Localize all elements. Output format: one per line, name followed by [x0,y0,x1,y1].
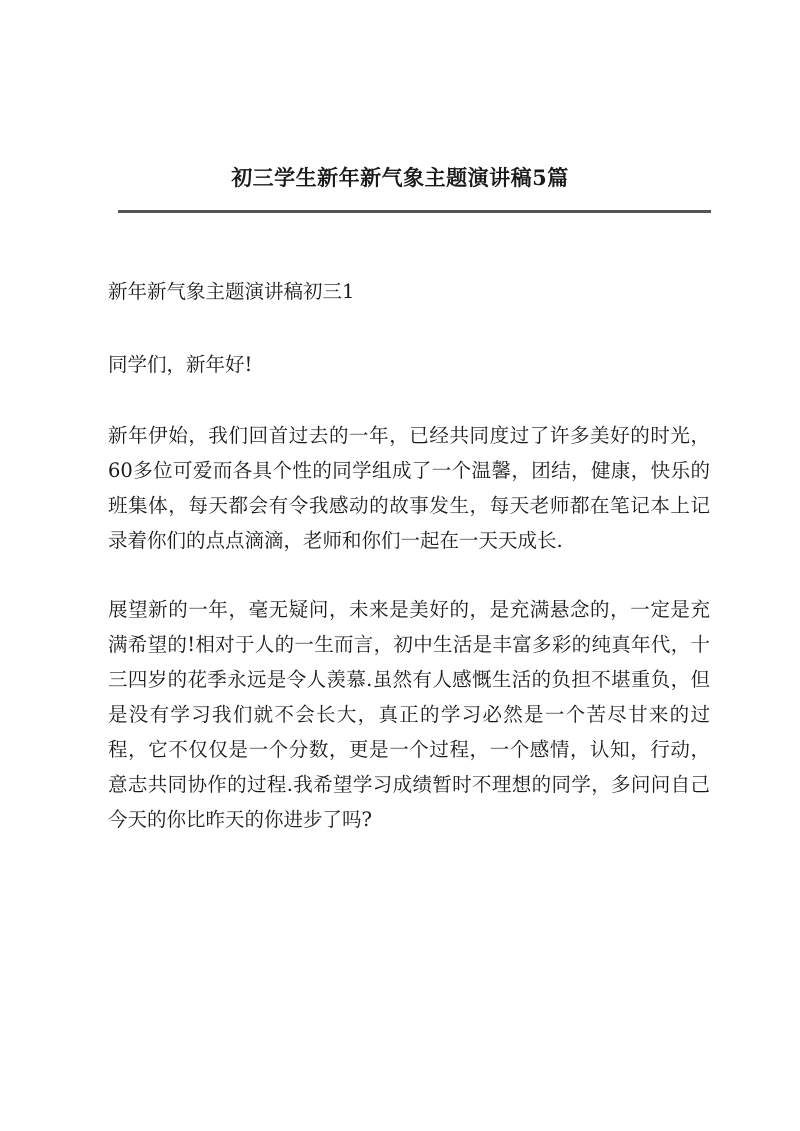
document-body [108,274,710,871]
greeting-line: 同学们，新年好! [108,353,253,376]
paragraph-2: 展望新的一年，毫无疑问，未来是美好的，是充满悬念的，一定是充满希望的!相对于人的一生而言，初中生活是丰富多彩的纯真年代，十三四岁的花季永远是令人羡慕.虽然有人感慨生活的负担不堪重负，但是没有学习我们就不会长大，真正的学习必然是一个苦尽甘来的过程，它不仅仅是一个分数，更是一个过程，一个感情，认知，行动，意志共同协作的过程.我希望学习成绩暂时不理想的同学，多问问自己今天的你比昨天的你进步了吗? [108,598,710,831]
document-title: 初三学生新年新气象主题演讲稿5篇 [231,165,569,190]
title-divider [118,210,711,213]
section-heading: 新年新气象主题演讲稿初三1 [108,280,355,303]
paragraph-1: 新年伊始，我们回首过去的一年，已经共同度过了许多美好的时光，60多位可爱而各具个性的同学组成了一个温馨，团结，健康，快乐的班集体，每天都会有令我感动的故事发生，每天老师都在笔记本上记录着你们的点点滴滴，老师和你们一起在一天天成长. [108,424,710,552]
